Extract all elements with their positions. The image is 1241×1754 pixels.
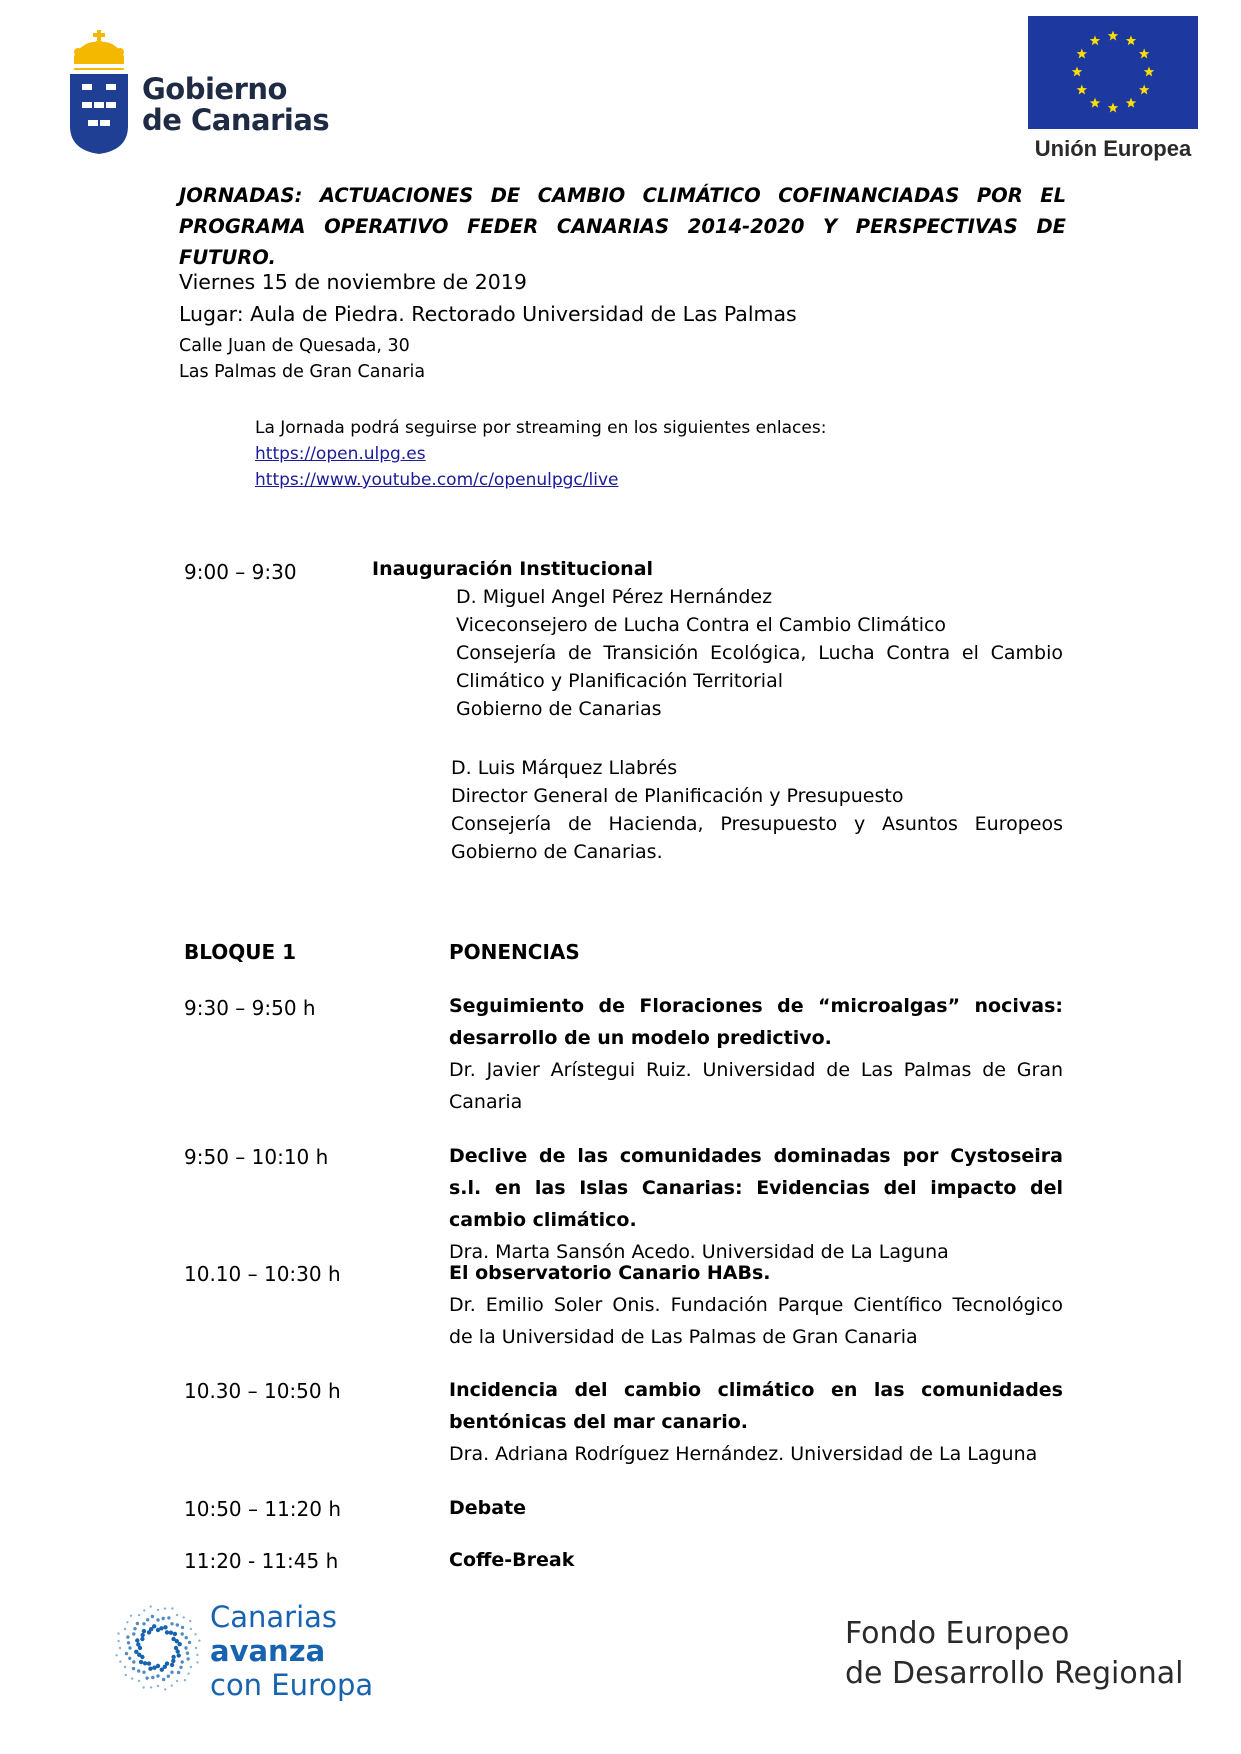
opening-title: Inauguración Institucional	[372, 558, 654, 580]
eu-label: Unión Europea	[1034, 136, 1192, 161]
session-speaker: Dr. Javier Arístegui Ruiz. Universidad de Las Palmas de Gran Canaria	[449, 1059, 1063, 1113]
session-time: 9:50 – 10:10 h	[184, 1145, 329, 1169]
streaming-link-youtube[interactable]: https://www.youtube.com/c/openulpgc/live	[255, 470, 619, 490]
event-date: Viernes 15 de noviembre de 2019	[179, 270, 527, 294]
session-time: 10:50 – 11:20 h	[184, 1497, 342, 1521]
canarias-avanza-wordmark: Canarias avanza con Europa	[210, 1600, 374, 1702]
gobierno-canarias-wordmark: Gobierno de Canarias	[142, 72, 330, 137]
session-item	[449, 1140, 1063, 1268]
session-title: Incidencia del cambio climático en las comunidades bentónicas del mar canario.	[449, 1379, 1063, 1433]
speaker1-name: D. Miguel Angel Pérez Hernández	[456, 586, 773, 608]
speaker2-org: Gobierno de Canarias.	[451, 841, 663, 863]
sunburst-icon	[112, 1602, 204, 1694]
event-city: Las Palmas de Gran Canaria	[179, 362, 426, 382]
session-speaker: Dra. Marta Sansón Acedo. Universidad de La Laguna	[449, 1241, 949, 1263]
session-title: Seguimiento de Floraciones de “microalgas” nocivas: desarrollo de un modelo predictivo.	[449, 995, 1063, 1049]
session-speaker: Dra. Adriana Rodríguez Hernández. Universidad de La Laguna	[449, 1443, 1038, 1465]
session-item	[449, 1257, 1063, 1353]
gobierno-canarias-logo	[68, 30, 348, 154]
speaker2-dept: Consejería de Hacienda, Presupuesto y Asuntos Europeos	[451, 813, 1063, 835]
canarias-crest-icon	[68, 30, 130, 154]
streaming-intro: La Jornada podrá seguirse por streaming en los siguientes enlaces:	[255, 418, 827, 438]
session-title: El observatorio Canario HABs.	[449, 1262, 771, 1284]
session-title: Declive de las comunidades dominadas por Cystoseira s.l. en las Islas Canarias: Evidencias del impacto del cambio climático.	[449, 1145, 1063, 1231]
canarias-avanza-logo	[112, 1600, 392, 1700]
speaker2-role: Director General de Planificación y Presupuesto	[451, 785, 904, 807]
session-item	[449, 1492, 1063, 1524]
event-street: Calle Juan de Quesada, 30	[179, 336, 410, 356]
session-time: 11:20 - 11:45 h	[184, 1549, 339, 1573]
session-title: Debate	[449, 1497, 527, 1519]
session-time: 10.10 – 10:30 h	[184, 1262, 341, 1286]
session-item	[449, 1374, 1063, 1470]
session-time: 10.30 – 10:50 h	[184, 1379, 341, 1403]
speaker1-dept-cont: Climático y Planificación Territorial	[456, 670, 784, 692]
opening-time: 9:00 – 9:30	[184, 560, 297, 584]
union-europea-logo	[1028, 16, 1198, 164]
session-item	[449, 1544, 1063, 1576]
event-place: Lugar: Aula de Piedra. Rectorado Universidad de Las Palmas	[179, 302, 797, 326]
feder-wordmark: Fondo Europeo de Desarrollo Regional	[845, 1616, 1184, 1691]
block-label: BLOQUE 1	[184, 940, 297, 964]
session-title: Coffe-Break	[449, 1549, 575, 1571]
block-heading: PONENCIAS	[449, 940, 580, 964]
speaker2-name: D. Luis Márquez Llabrés	[451, 757, 678, 779]
session-time: 9:30 – 9:50 h	[184, 996, 316, 1020]
streaming-link-ulpgc[interactable]: https://open.ulpg.es	[255, 444, 426, 464]
speaker1-org: Gobierno de Canarias	[456, 698, 662, 720]
eu-flag-icon	[1028, 16, 1198, 129]
session-speaker: Dr. Emilio Soler Onis. Fundación Parque Científico Tecnológico de la Universidad de Las Palmas de Gran Canaria	[449, 1294, 1063, 1348]
session-item	[449, 990, 1063, 1118]
speaker1-dept: Consejería de Transición Ecológica, Lucha Contra el Cambio	[456, 642, 1063, 664]
event-title: JORNADAS: ACTUACIONES DE CAMBIO CLIMÁTICO COFINANCIADAS POR EL PROGRAMA OPERATIVO FEDER CANARIAS 2014-2020 Y PERSPECTIVAS DE FUTURO.	[179, 184, 1066, 269]
speaker1-role: Viceconsejero de Lucha Contra el Cambio Climático	[456, 614, 947, 636]
